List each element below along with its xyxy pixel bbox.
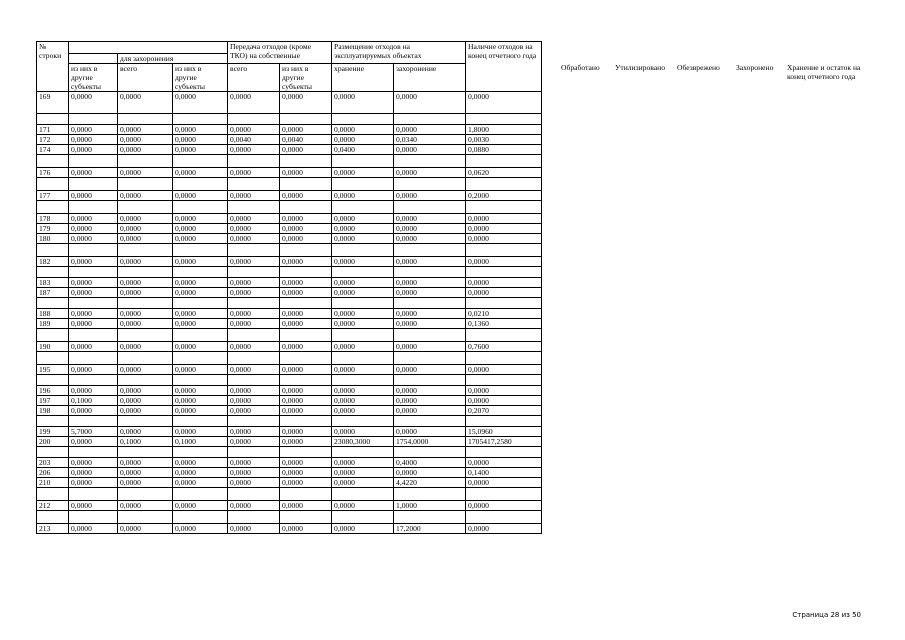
table-cell: 0,0000 (118, 468, 173, 478)
header-row-no: № строки (37, 42, 69, 92)
row-gap (37, 329, 542, 342)
table-cell: 0,0000 (69, 319, 118, 329)
row-number: 172 (37, 135, 69, 145)
table-cell: 0,0000 (69, 191, 118, 201)
table-cell: 0,0000 (228, 224, 280, 234)
row-gap (37, 447, 542, 458)
table-cell: 0,0000 (394, 386, 466, 396)
table-cell: 0,0000 (118, 524, 173, 534)
row-gap (37, 244, 542, 257)
row-number: 212 (37, 501, 69, 511)
row-number: 176 (37, 168, 69, 178)
table-row (37, 309, 542, 319)
table-cell: 0,0000 (394, 224, 466, 234)
table-cell: 0,0000 (280, 234, 332, 244)
table-cell: 0,0000 (173, 524, 228, 534)
table-cell: 0,0000 (394, 191, 466, 201)
table-cell: 0,0000 (466, 524, 542, 534)
row-gap (37, 114, 542, 125)
table-cell: 0,0000 (394, 92, 466, 114)
table-cell: 0,0000 (332, 342, 394, 352)
table-cell: 0,0000 (69, 214, 118, 224)
table-row (37, 278, 542, 288)
table-cell: 1705417,2580 (466, 437, 542, 447)
table-cell: 0,0000 (118, 125, 173, 135)
row-gap (37, 178, 542, 191)
row-gap (37, 267, 542, 278)
row-number: 182 (37, 257, 69, 267)
table-cell: 0,0000 (332, 396, 394, 406)
table-cell: 0,0000 (280, 224, 332, 234)
header-presence: Наличие отходов на конец отчетного года (466, 42, 542, 92)
table-cell: 0,0000 (394, 342, 466, 352)
table-cell: 0,1000 (118, 437, 173, 447)
table-cell: 0,0000 (228, 234, 280, 244)
table-row (37, 437, 542, 447)
table-row (37, 288, 542, 298)
table-cell: 0,0620 (466, 168, 542, 178)
table-cell: 0,0000 (69, 386, 118, 396)
table-cell: 0,0000 (173, 468, 228, 478)
table-cell: 0,0000 (466, 478, 542, 488)
table-cell: 0,0000 (118, 319, 173, 329)
table-cell: 0,0000 (466, 501, 542, 511)
table-cell: 0,0000 (332, 309, 394, 319)
table-cell: 0,0000 (69, 468, 118, 478)
row-number: 199 (37, 427, 69, 437)
header-zahoronenie: для захоронения (118, 54, 228, 64)
table-cell: 0,0000 (228, 427, 280, 437)
row-number: 178 (37, 214, 69, 224)
table-cell: 0,0000 (332, 406, 394, 416)
table-cell: 0,0000 (280, 342, 332, 352)
table-cell: 0,1400 (466, 468, 542, 478)
table-row (37, 501, 542, 511)
table-cell: 0,0000 (118, 309, 173, 319)
table-cell: 0,0000 (118, 257, 173, 267)
row-number: 179 (37, 224, 69, 234)
table-cell: 0,0000 (332, 365, 394, 375)
row-number: 196 (37, 386, 69, 396)
table-cell: 0,2070 (466, 406, 542, 416)
table-cell: 0,7600 (466, 342, 542, 352)
table-cell: 0,0000 (69, 478, 118, 488)
table-cell: 0,0000 (394, 145, 466, 155)
table-cell: 0,0000 (69, 168, 118, 178)
table-cell: 0,0000 (69, 145, 118, 155)
table-cell: 0,0000 (394, 365, 466, 375)
table-cell: 0,0000 (228, 524, 280, 534)
table-cell: 0,0000 (69, 257, 118, 267)
table-cell: 0,0000 (332, 278, 394, 288)
table-cell: 0,0000 (466, 92, 542, 114)
table-row (37, 145, 542, 155)
table-cell: 0,0000 (173, 309, 228, 319)
table-cell: 0,0040 (228, 135, 280, 145)
table-cell: 0,0000 (173, 501, 228, 511)
table-cell: 0,0000 (280, 168, 332, 178)
table-cell: 0,0000 (118, 145, 173, 155)
table-cell: 0,0000 (173, 396, 228, 406)
table-cell: 0,0000 (118, 365, 173, 375)
table-cell: 0,0000 (394, 288, 466, 298)
table-cell: 15,0960 (466, 427, 542, 437)
table-cell: 0,0000 (228, 288, 280, 298)
row-number: 187 (37, 288, 69, 298)
side-header-zahoroneno: Захоронено (736, 63, 774, 72)
table-cell: 0,0000 (228, 396, 280, 406)
row-number: 203 (37, 458, 69, 468)
table-cell: 0,0000 (332, 257, 394, 267)
table-row (37, 234, 542, 244)
table-cell: 0,0000 (466, 365, 542, 375)
table-row (37, 168, 542, 178)
table-cell: 0,0000 (280, 125, 332, 135)
table-cell: 0,0000 (118, 427, 173, 437)
table-cell: 0,0880 (466, 145, 542, 155)
table-cell: 0,0000 (280, 145, 332, 155)
table-cell: 0,0000 (280, 501, 332, 511)
table-cell: 0,0000 (118, 342, 173, 352)
table-cell: 5,7000 (69, 427, 118, 437)
table-cell: 0,0000 (280, 288, 332, 298)
table-row (37, 478, 542, 488)
table-cell: 0,0000 (173, 427, 228, 437)
table-cell: 1754,0000 (394, 437, 466, 447)
table-cell: 0,0000 (280, 319, 332, 329)
row-gap (37, 488, 542, 501)
row-number: 190 (37, 342, 69, 352)
table-cell: 0,0000 (173, 478, 228, 488)
page-number: Страница 28 из 50 (792, 611, 861, 619)
table-row (37, 386, 542, 396)
table-cell: 0,0000 (118, 386, 173, 396)
table-cell: 0,0000 (332, 135, 394, 145)
table-cell: 0,0000 (394, 278, 466, 288)
table-cell: 0,0000 (173, 191, 228, 201)
table-cell: 0,0000 (466, 224, 542, 234)
table-cell: 0,0000 (280, 278, 332, 288)
table-cell: 0,0000 (173, 365, 228, 375)
side-header-obrabotano: Обработано (561, 63, 600, 72)
table-cell: 0,0000 (173, 342, 228, 352)
table-cell: 0,0000 (228, 92, 280, 114)
waste-table (36, 41, 542, 534)
side-header-utilizirovano: Утилизировано (615, 63, 665, 72)
table-cell: 0,0000 (394, 427, 466, 437)
table-cell: 0,0000 (118, 135, 173, 145)
table-row (37, 458, 542, 468)
table-cell: 0,0000 (280, 257, 332, 267)
table-cell: 0,0000 (69, 437, 118, 447)
table-row (37, 224, 542, 234)
table-cell: 0,0000 (228, 386, 280, 396)
table-row (37, 319, 542, 329)
table-row (37, 92, 542, 114)
table-cell: 17,2000 (394, 524, 466, 534)
table-cell: 0,0000 (394, 234, 466, 244)
table-row (37, 214, 542, 224)
table-cell: 0,0000 (173, 278, 228, 288)
table-cell: 0,0000 (118, 224, 173, 234)
table-cell: 0,0000 (394, 396, 466, 406)
table-row (37, 468, 542, 478)
table-cell: 0,0000 (280, 406, 332, 416)
table-row (37, 406, 542, 416)
table-cell: 0,0000 (173, 458, 228, 468)
table-cell: 0,0000 (173, 288, 228, 298)
table-cell: 0,0000 (228, 319, 280, 329)
row-number: 210 (37, 478, 69, 488)
table-cell: 0,0210 (466, 309, 542, 319)
table-cell: 0,0000 (118, 458, 173, 468)
table-cell: 0,0000 (228, 458, 280, 468)
table-row (37, 135, 542, 145)
table-cell: 0,0000 (69, 342, 118, 352)
table-cell: 0,1000 (69, 396, 118, 406)
row-number: 188 (37, 309, 69, 319)
table-cell: 0,0000 (394, 319, 466, 329)
header-blank-2 (69, 54, 118, 64)
table-cell: 0,0000 (69, 135, 118, 145)
row-number: 189 (37, 319, 69, 329)
table-cell: 0,0000 (118, 214, 173, 224)
table-cell: 0,1000 (173, 437, 228, 447)
table-cell: 0,0000 (332, 501, 394, 511)
header-iznih-2: из них в другие субъекты (173, 64, 228, 92)
row-number: 174 (37, 145, 69, 155)
table-cell: 0,0000 (332, 319, 394, 329)
table-cell: 0,0000 (69, 278, 118, 288)
table-cell: 0,0000 (332, 427, 394, 437)
table-cell: 1,0000 (394, 501, 466, 511)
table-cell: 0,0000 (69, 234, 118, 244)
table-cell: 0,0000 (332, 125, 394, 135)
table-cell: 0,0000 (280, 458, 332, 468)
table-cell: 0,0000 (280, 365, 332, 375)
table-cell: 0,0000 (118, 168, 173, 178)
table-cell: 0,0000 (394, 168, 466, 178)
header-iznih-3: из них в другие субъекты (280, 64, 332, 92)
table-cell: 0,0000 (332, 224, 394, 234)
table-cell: 0,0000 (332, 524, 394, 534)
table-cell: 23080,3000 (332, 437, 394, 447)
table-cell: 0,0000 (69, 309, 118, 319)
table-cell: 0,0000 (173, 257, 228, 267)
table-cell: 0,0000 (118, 191, 173, 201)
header-row-1 (37, 42, 542, 54)
row-number: 171 (37, 125, 69, 135)
table-cell: 0,0000 (466, 386, 542, 396)
table-cell: 0,0000 (466, 257, 542, 267)
table-cell: 0,0000 (228, 278, 280, 288)
table-cell: 0,0000 (280, 309, 332, 319)
table-cell: 0,0400 (332, 145, 394, 155)
table-cell: 0,0000 (332, 92, 394, 114)
row-gap (37, 511, 542, 524)
table-cell: 0,0000 (228, 478, 280, 488)
row-number: 213 (37, 524, 69, 534)
table-cell: 0,0000 (280, 468, 332, 478)
table-cell: 0,0000 (118, 92, 173, 114)
table-cell: 0,0000 (228, 125, 280, 135)
table-cell: 0,0000 (466, 288, 542, 298)
row-number: 180 (37, 234, 69, 244)
header-vsego-2: всего (228, 64, 280, 92)
table-row (37, 365, 542, 375)
table-cell: 0,0000 (173, 406, 228, 416)
table-row (37, 191, 542, 201)
table-cell: 0,0000 (394, 214, 466, 224)
row-gap (37, 298, 542, 309)
table-cell: 0,0000 (228, 145, 280, 155)
table-cell: 0,0000 (69, 92, 118, 114)
table-cell: 0,0000 (173, 386, 228, 396)
row-gap (37, 416, 542, 427)
table-cell: 0,0000 (280, 524, 332, 534)
table-cell: 0,0000 (466, 278, 542, 288)
table-cell: 0,0000 (332, 386, 394, 396)
table-row (37, 396, 542, 406)
table-cell: 0,0000 (332, 288, 394, 298)
table-row (37, 342, 542, 352)
table-cell: 0,0000 (228, 191, 280, 201)
table-cell: 0,0000 (280, 386, 332, 396)
table-cell: 0,0000 (280, 427, 332, 437)
table-cell: 0,0000 (173, 224, 228, 234)
table-row (37, 257, 542, 267)
row-number: 200 (37, 437, 69, 447)
row-number: 206 (37, 468, 69, 478)
table-cell: 1,8000 (466, 125, 542, 135)
side-header-hranenie: Хранение и остаток на конец отчетного года (787, 63, 861, 81)
table-cell: 0,0000 (118, 278, 173, 288)
table-cell: 0,0000 (332, 234, 394, 244)
table-cell: 0,0000 (332, 168, 394, 178)
table-cell: 0,1360 (466, 319, 542, 329)
row-gap (37, 375, 542, 386)
table-cell: 0,0000 (173, 234, 228, 244)
table-cell: 0,0000 (280, 214, 332, 224)
table-cell: 0,0000 (394, 406, 466, 416)
row-gap (37, 155, 542, 168)
header-zahoronenie-sub: захоронение (394, 64, 466, 92)
row-number: 177 (37, 191, 69, 201)
row-number: 195 (37, 365, 69, 375)
row-number: 198 (37, 406, 69, 416)
table-cell: 0,0000 (69, 524, 118, 534)
table-cell: 0,0000 (69, 458, 118, 468)
table-cell: 0,0000 (228, 501, 280, 511)
table-cell: 0,0000 (118, 478, 173, 488)
table-cell: 0,0000 (173, 135, 228, 145)
table-cell: 0,0000 (228, 406, 280, 416)
table-cell: 0,0000 (228, 342, 280, 352)
table-cell: 0,0000 (173, 319, 228, 329)
table-cell: 0,0000 (332, 478, 394, 488)
row-number: 169 (37, 92, 69, 114)
table-cell: 0,0040 (280, 135, 332, 145)
table-cell: 0,0000 (332, 468, 394, 478)
table-cell: 0,0000 (394, 309, 466, 319)
table-row (37, 125, 542, 135)
table-cell: 0,0030 (466, 135, 542, 145)
table-cell: 0,0000 (173, 145, 228, 155)
row-number: 197 (37, 396, 69, 406)
header-vsego: всего (118, 64, 173, 92)
table-cell: 0,0000 (280, 478, 332, 488)
table-cell: 0,0000 (280, 92, 332, 114)
table-cell: 0,0000 (118, 396, 173, 406)
side-header-obezvrezheno: Обезврежено (677, 63, 720, 72)
table-cell: 0,0000 (118, 406, 173, 416)
table-cell: 0,2000 (466, 191, 542, 201)
table-cell: 0,0340 (394, 135, 466, 145)
table-cell: 0,0000 (228, 257, 280, 267)
header-hranenie: хранение (332, 64, 394, 92)
table-cell: 0,0000 (69, 224, 118, 234)
row-gap (37, 352, 542, 365)
header-transfer: Передача отходов (кроме ТКО) на собственные (228, 42, 332, 64)
table-cell: 0,0000 (118, 288, 173, 298)
table-cell: 0,0000 (332, 458, 394, 468)
table-cell: 0,0000 (69, 406, 118, 416)
header-blank (69, 42, 228, 54)
table-cell: 0,0000 (466, 458, 542, 468)
table-cell: 0,0000 (466, 396, 542, 406)
table-cell: 0,0000 (280, 191, 332, 201)
table-cell: 4,4220 (394, 478, 466, 488)
table-cell: 0,0000 (394, 125, 466, 135)
table-cell: 0,0000 (394, 468, 466, 478)
table-cell: 0,0000 (466, 234, 542, 244)
table-cell: 0,0000 (228, 309, 280, 319)
row-gap (37, 201, 542, 214)
table-cell: 0,0000 (332, 191, 394, 201)
table-cell: 0,0000 (118, 501, 173, 511)
table-row (37, 524, 542, 534)
table-cell: 0,0000 (228, 468, 280, 478)
table-cell: 0,0000 (173, 125, 228, 135)
header-placement: Размещение отходов на эксплуатируемых объектах (332, 42, 466, 64)
table-cell: 0,0000 (69, 125, 118, 135)
table-cell: 0,0000 (332, 214, 394, 224)
table-row (37, 427, 542, 437)
table-cell: 0,0000 (228, 437, 280, 447)
table-cell: 0,0000 (228, 214, 280, 224)
table-cell: 0,0000 (173, 168, 228, 178)
table-cell: 0,0000 (280, 396, 332, 406)
table-cell: 0,0000 (228, 168, 280, 178)
table-cell: 0,4000 (394, 458, 466, 468)
table-cell: 0,0000 (69, 288, 118, 298)
header-iznih: из них в другие субъекты (69, 64, 118, 92)
table-cell: 0,0000 (69, 501, 118, 511)
table-cell: 0,0000 (394, 257, 466, 267)
row-number: 183 (37, 278, 69, 288)
table-cell: 0,0000 (173, 92, 228, 114)
table-cell: 0,0000 (173, 214, 228, 224)
table-cell: 0,0000 (466, 214, 542, 224)
table-cell: 0,0000 (69, 365, 118, 375)
table-cell: 0,0000 (280, 437, 332, 447)
table-cell: 0,0000 (118, 234, 173, 244)
table-cell: 0,0000 (228, 365, 280, 375)
